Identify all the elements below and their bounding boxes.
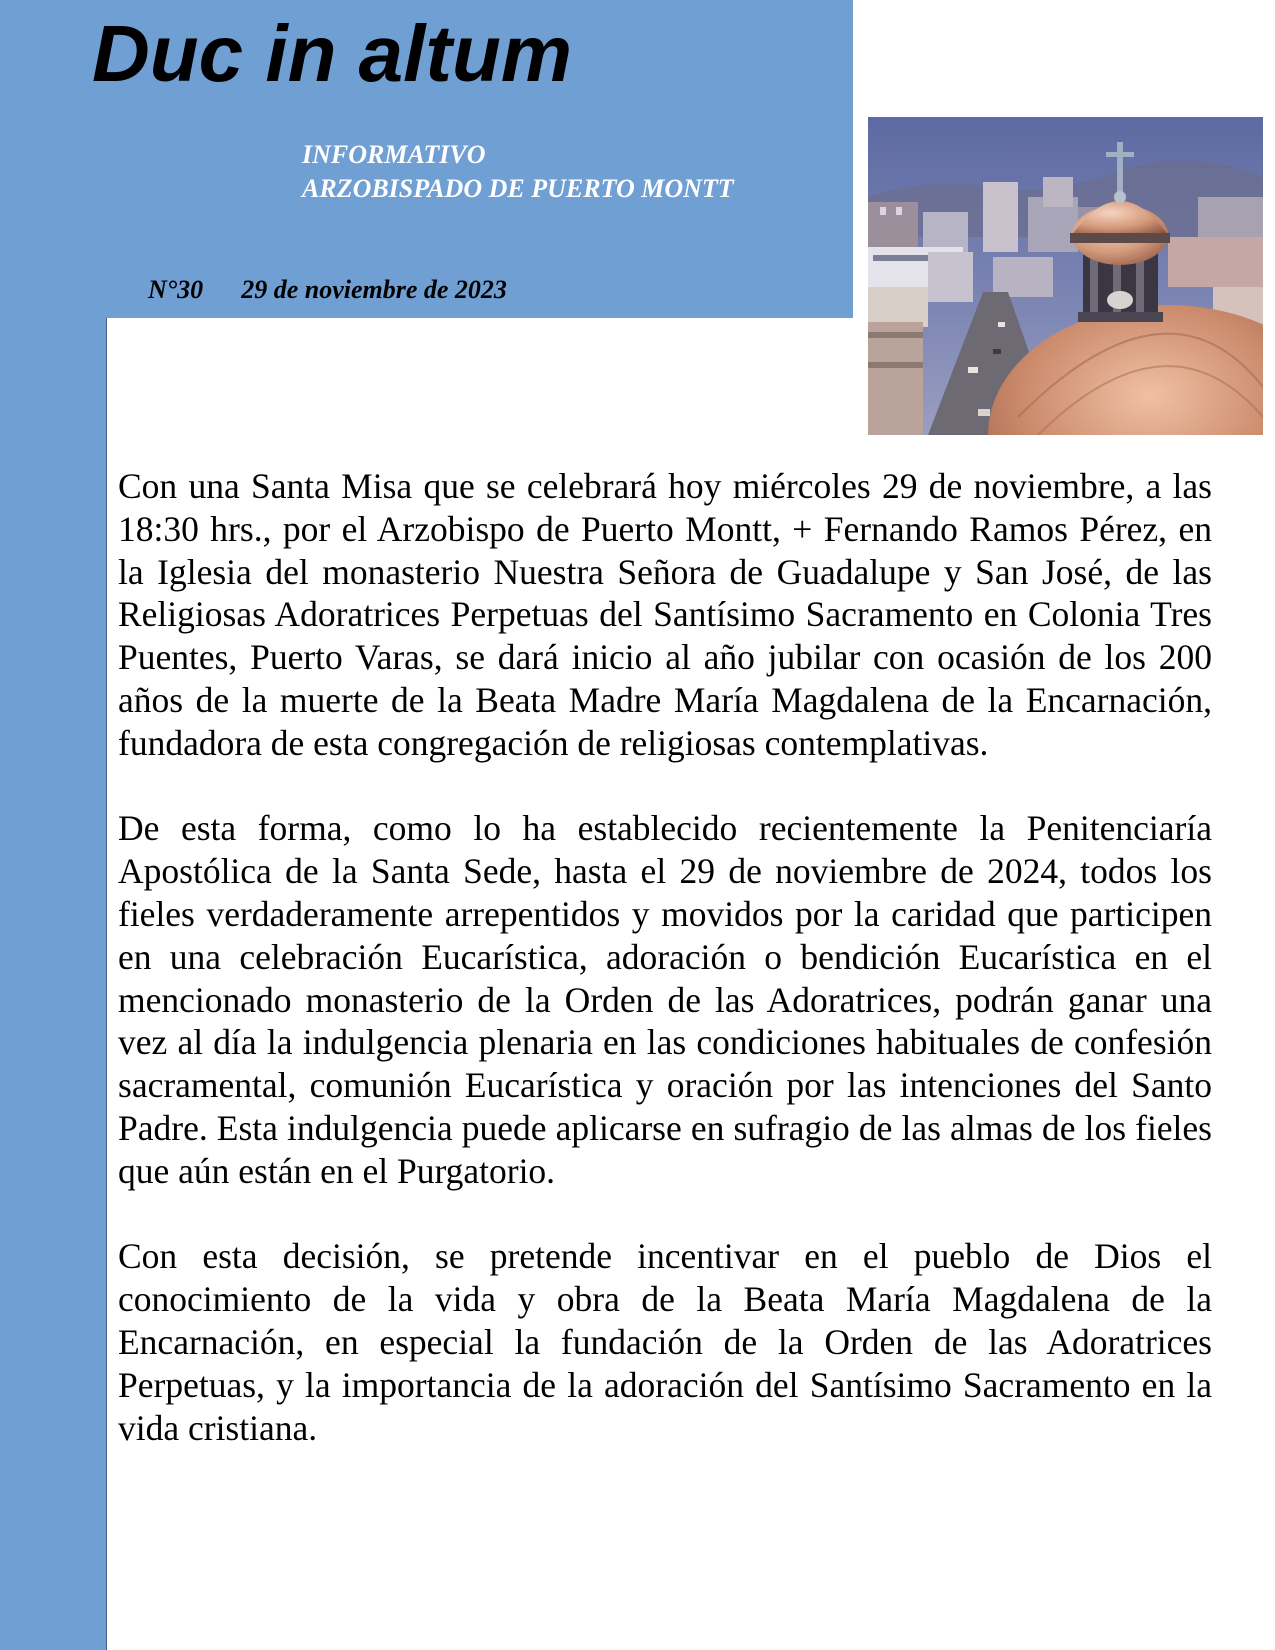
cathedral-dome-photo: [868, 117, 1263, 435]
publication-subtitle: [302, 138, 734, 206]
issue-date: 29 de noviembre de 2023: [241, 275, 507, 304]
subtitle-line-arzobispado: ARZOBISPADO DE PUERTO MONTT: [302, 174, 734, 203]
issue-line: [148, 274, 507, 306]
article-paragraph: Con una Santa Misa que se celebrará hoy miércoles 29 de noviembre, a las 18:30 hrs., por el Arzobispo de Puerto Montt, + Fernando Ramos Pérez, en la Iglesia del monasterio Nuestra Señora de Guadalupe y San José, de las Religiosas Adoratrices Perpetuas del Santísimo Sacramento en Colonia Tres Puentes, Puerto Varas, se dará inicio al año jubilar con ocasión de los 200 años de la muerte de la Beata Madre María Magdalena de la Encarnación, fundadora de esta congregación de religiosas contemplativas.: [118, 466, 1212, 763]
masthead-title: Duc in altum: [92, 9, 573, 98]
side-color-band: [0, 318, 107, 1650]
article-body: [118, 465, 1212, 1492]
article-paragraph: Con esta decisión, se pretende incentivar en el pueblo de Dios el conocimiento de la vida y obra de la Beata María Magdalena de la Encarnación, en especial la fundación de la Orden de las Adoratrices Perpetuas, y la importancia de la adoración del Santísimo Sacramento en la vida cristiana.: [118, 1236, 1212, 1448]
article-paragraph: De esta forma, como lo ha establecido recientemente la Penitenciaría Apostólica de la Santa Sede, hasta el 29 de noviembre de 2024, todos los fieles verdaderamente arrepentidos y movidos por la caridad que participen en una celebración Eucarística, adoración o bendición Eucarística en el mencionado monasterio de la Orden de las Adoratrices, podrán ganar una vez al día la indulgencia plenaria en las condiciones habituales de confesión sacramental, comunión Eucarística y oración por las intenciones del Santo Padre. Esta indulgencia puede aplicarse en sufragio de las almas de los fieles que aún están en el Purgatorio.: [118, 808, 1212, 1191]
subtitle-line-informativo: INFORMATIVO: [302, 140, 486, 169]
issue-number: N°30: [148, 275, 204, 304]
